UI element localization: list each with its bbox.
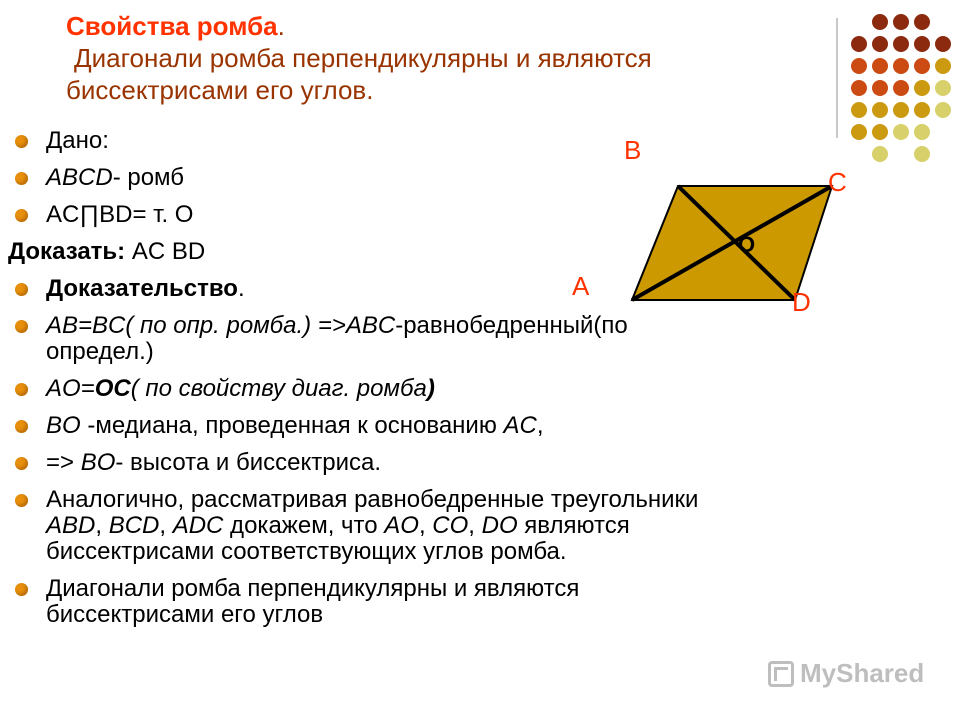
decorative-dot <box>914 102 930 118</box>
decorative-dot <box>872 58 888 74</box>
proof-step-5-are: являются <box>517 512 630 539</box>
prove-label: Доказать: <box>8 238 126 265</box>
proof-step-4-b: BO <box>80 449 116 476</box>
proof-step-4-c: - высота и биссектриса. <box>115 449 381 476</box>
decorative-dot <box>851 80 867 96</box>
center-label-o: O <box>738 232 756 257</box>
proof-step-1-line2: определ.) <box>46 338 154 365</box>
proof-heading-dot: . <box>237 275 245 302</box>
decorative-dot <box>851 102 867 118</box>
vertex-label-a: A <box>572 271 590 301</box>
decorative-dot <box>935 58 951 74</box>
title-dot: . <box>277 11 285 41</box>
given-rhombus-name: ABCD <box>46 164 113 191</box>
title-heading: Свойства ромба <box>66 11 278 41</box>
decorative-dot <box>872 80 888 96</box>
decorative-dot <box>914 146 930 162</box>
decorative-dot <box>851 58 867 74</box>
proof-step-3 <box>0 413 890 439</box>
vertex-label-c: C <box>828 167 847 197</box>
proof-step-3-d: , <box>536 412 544 439</box>
decorative-dot <box>872 102 888 118</box>
proof-step-5-sep4: , <box>468 512 482 539</box>
prove-line <box>0 239 890 265</box>
decorative-dot <box>893 102 909 118</box>
given-rhombus-text: - ромб <box>112 164 185 191</box>
slide-title <box>66 10 826 106</box>
decorative-dot <box>893 36 909 52</box>
proof-step-5-sep1: , <box>95 512 109 539</box>
proof-conclusion-line2: биссектрисами его углов <box>46 601 324 628</box>
decorative-dot <box>893 80 909 96</box>
decorative-dot <box>893 124 909 140</box>
decorative-dot <box>872 36 888 52</box>
proof-step-1-italic: AB=BC( по опр. ромба.) =>ABC <box>46 312 396 339</box>
title-subtitle-line1: Диагонали ромба перпендикулярны и являются <box>74 43 652 73</box>
watermark-text: MyShared <box>800 658 925 688</box>
proof-step-5-abd: ABD <box>46 512 96 539</box>
proof-step-2-c: ( по свойству диаг. ромба <box>130 375 427 402</box>
proof-step-4-a: => <box>46 449 81 476</box>
proof-step-5-ao: AO <box>384 512 419 539</box>
proof-conclusion-line1: Диагонали ромба перпендикулярны и являются <box>46 575 580 602</box>
decorative-dot <box>914 36 930 52</box>
proof-step-3-c: AC <box>503 412 537 439</box>
decorative-dot <box>914 58 930 74</box>
title-line <box>66 10 826 42</box>
decorative-dot <box>872 14 888 30</box>
proof-conclusion <box>0 576 890 628</box>
proof-step-5-line1: Аналогично, рассматривая равнобедренные треугольники <box>46 486 699 513</box>
given-heading <box>0 128 890 154</box>
presentation-icon <box>768 661 794 687</box>
title-subtitle <box>66 42 826 106</box>
proof-step-2 <box>0 376 890 402</box>
proof-heading-text: Доказательство <box>46 275 238 302</box>
decorative-dot <box>914 14 930 30</box>
proof-step-5-line3: биссектрисами соответствующих углов ромба. <box>46 538 567 565</box>
proof-step-5-do: DO <box>481 512 518 539</box>
proof-step-2-b: OC <box>94 375 131 402</box>
decorative-dot <box>851 36 867 52</box>
decorative-divider <box>836 18 838 138</box>
slide-content <box>0 128 890 639</box>
prove-text: AC BD <box>125 238 206 265</box>
given-intersection <box>0 202 890 228</box>
proof-step-5-co: CO <box>432 512 469 539</box>
decorative-dot <box>935 102 951 118</box>
proof-step-1 <box>0 313 890 365</box>
proof-step-5 <box>0 487 890 565</box>
vertex-label-b: B <box>624 135 642 165</box>
given-rhombus <box>0 165 890 191</box>
proof-step-5-sep3: , <box>418 512 433 539</box>
proof-heading <box>0 276 890 302</box>
decorative-dot <box>914 124 930 140</box>
decorative-dot <box>893 14 909 30</box>
proof-step-5-prove: докажем, что <box>223 512 385 539</box>
proof-step-2-d: ) <box>426 375 435 402</box>
given-heading-text: Дано: <box>46 127 109 154</box>
vertex-label-d: D <box>792 287 811 317</box>
watermark-logo <box>768 658 924 689</box>
decorative-dot <box>935 80 951 96</box>
proof-step-4 <box>0 450 890 476</box>
decorative-dot <box>893 58 909 74</box>
proof-step-5-sep2: , <box>159 512 173 539</box>
decorative-dot <box>935 36 951 52</box>
proof-step-3-a: BO <box>46 412 81 439</box>
proof-step-5-bcd: BCD <box>108 512 160 539</box>
title-subtitle-line2: биссектрисами его углов. <box>66 75 374 105</box>
proof-step-2-a: AO= <box>46 375 95 402</box>
given-intersection-text: AC∏BD= т. О <box>46 201 194 228</box>
proof-step-3-b: -медиана, проведенная к основанию <box>80 412 504 439</box>
proof-step-5-adc: ADC <box>172 512 224 539</box>
proof-step-1-text: -равнобедренный(по <box>395 312 628 339</box>
decorative-dot <box>914 80 930 96</box>
